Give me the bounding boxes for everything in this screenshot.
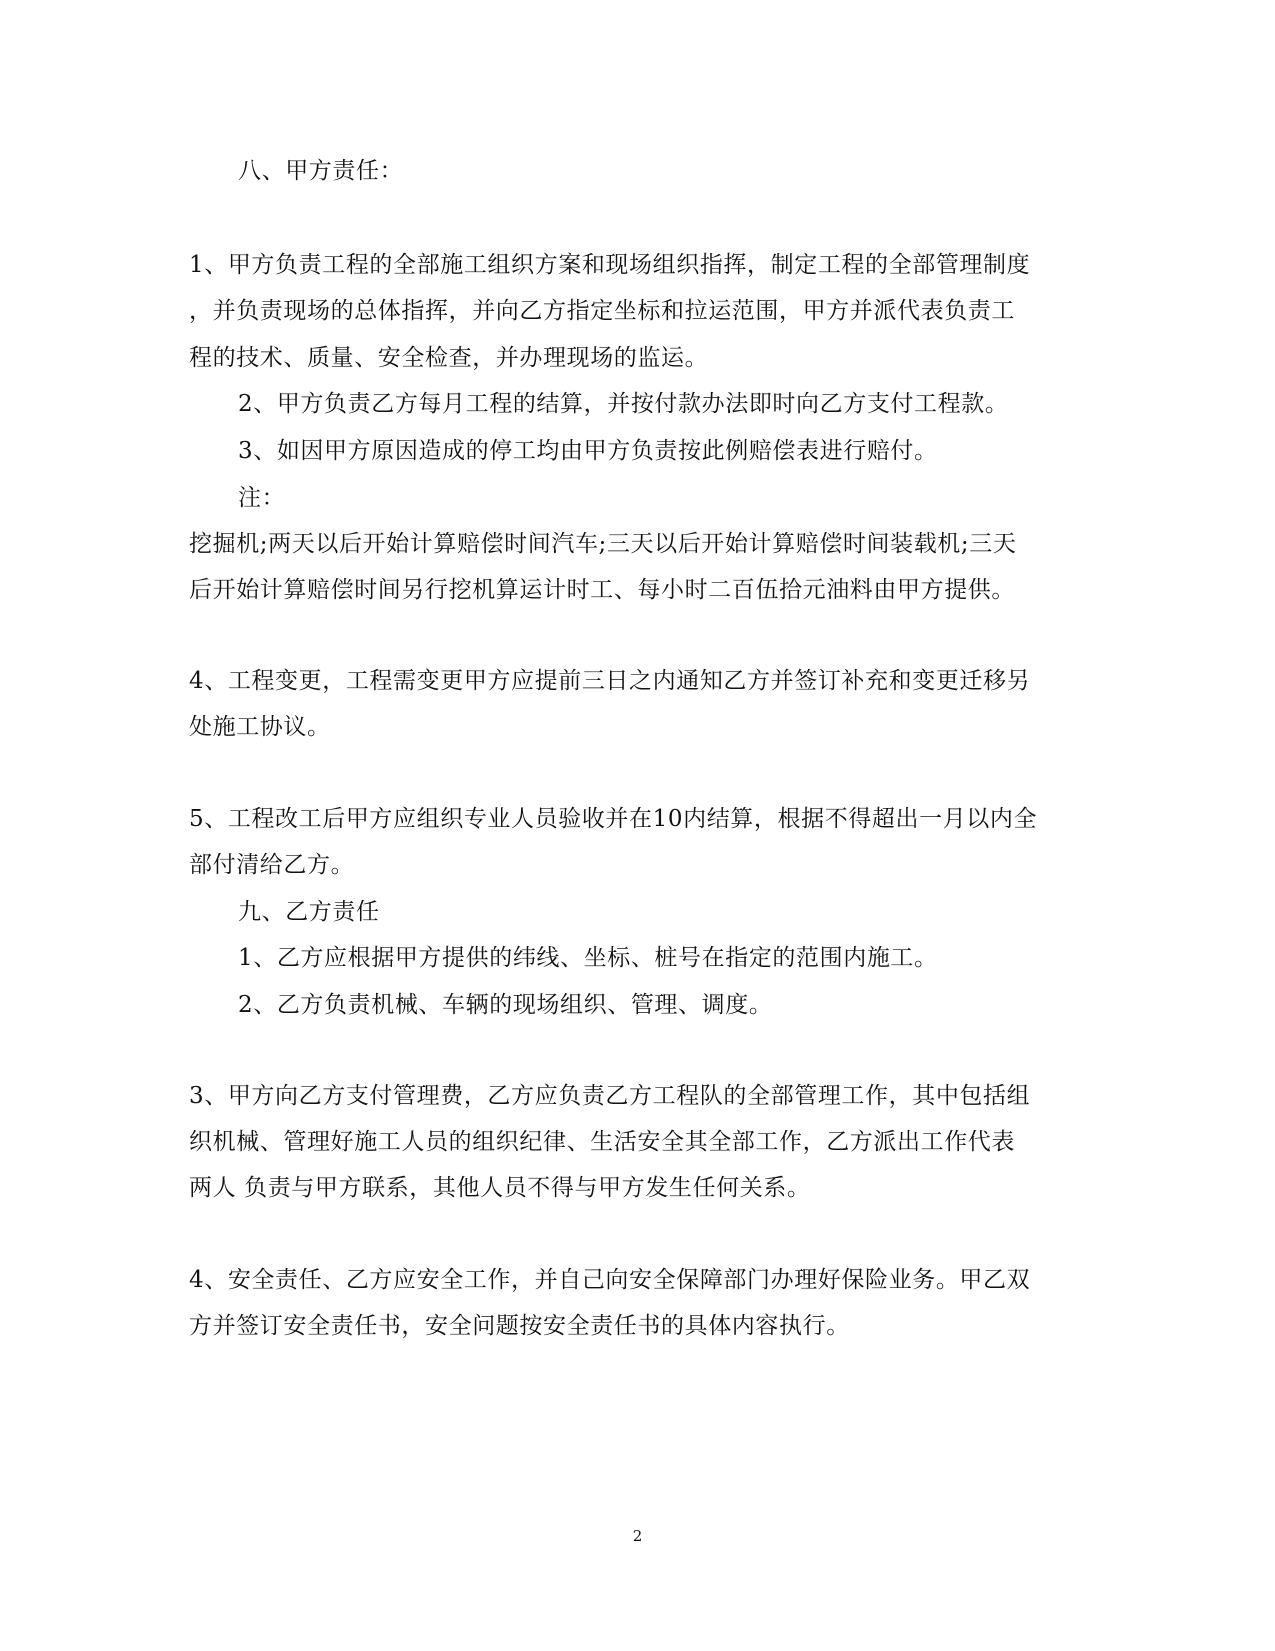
paragraph-line: 1、乙方应根据甲方提供的纬线、坐标、桩号在指定的范围内施工。 [238, 945, 938, 971]
paragraph-line: 两人 负责与甲方联系，其他人员不得与甲方发生任何关系。 [189, 1175, 811, 1201]
paragraph-line: 1、甲方负责工程的全部施工组织方案和现场组织指挥，制定工程的全部管理制度 [189, 252, 1031, 278]
note-label: 注： [238, 485, 286, 511]
paragraph-line: ，并负责现场的总体指挥，并向乙方指定坐标和拉运范围，甲方并派代表负责工 [189, 298, 1015, 324]
paragraph-line: 3、甲方向乙方支付管理费，乙方应负责乙方工程队的全部管理工作，其中包括组 [189, 1083, 1031, 1109]
paragraph-line: 后开始计算赔偿时间另行挖机算运计时工、每小时二百伍拾元油料由甲方提供。 [189, 577, 1015, 603]
paragraph-line: 织机械、管理好施工人员的组织纪律、生活安全其全部工作，乙方派出工作代表 [189, 1129, 1015, 1155]
page-number: 2 [632, 1527, 643, 1545]
section-heading-party-a: 八、甲方责任： [238, 158, 404, 184]
paragraph-line: 5、工程改工后甲方应组织专业人员验收并在10内结算，根据不得超出一月以内全 [189, 806, 1038, 832]
paragraph-line: 部付清给乙方。 [189, 852, 355, 878]
paragraph-line: 方并签订安全责任书，安全问题按安全责任书的具体内容执行。 [189, 1313, 850, 1339]
paragraph-line: 2、甲方负责乙方每月工程的结算，并按付款办法即时向乙方支付工程款。 [238, 391, 1009, 417]
paragraph-line: 处施工协议。 [189, 714, 331, 740]
paragraph-line: 2、乙方负责机械、车辆的现场组织、管理、调度。 [238, 992, 773, 1018]
paragraph-line: 4、安全责任、乙方应安全工作，并自己向安全保障部门办理好保险业务。甲乙双 [189, 1267, 1031, 1293]
paragraph-line: 挖掘机;两天以后开始计算赔偿时间汽车;三天以后开始计算赔偿时间装载机;三天 [189, 531, 1017, 557]
paragraph-line: 3、如因甲方原因造成的停工均由甲方负责按此例赔偿表进行赔付。 [238, 438, 938, 464]
paragraph-line: 4、工程变更，工程需变更甲方应提前三日之内通知乙方并签订补充和变更迁移另 [189, 668, 1031, 694]
paragraph-line: 程的技术、质量、安全检查，并办理现场的监运。 [189, 345, 709, 371]
section-heading-party-b: 九、乙方责任 [238, 899, 380, 925]
